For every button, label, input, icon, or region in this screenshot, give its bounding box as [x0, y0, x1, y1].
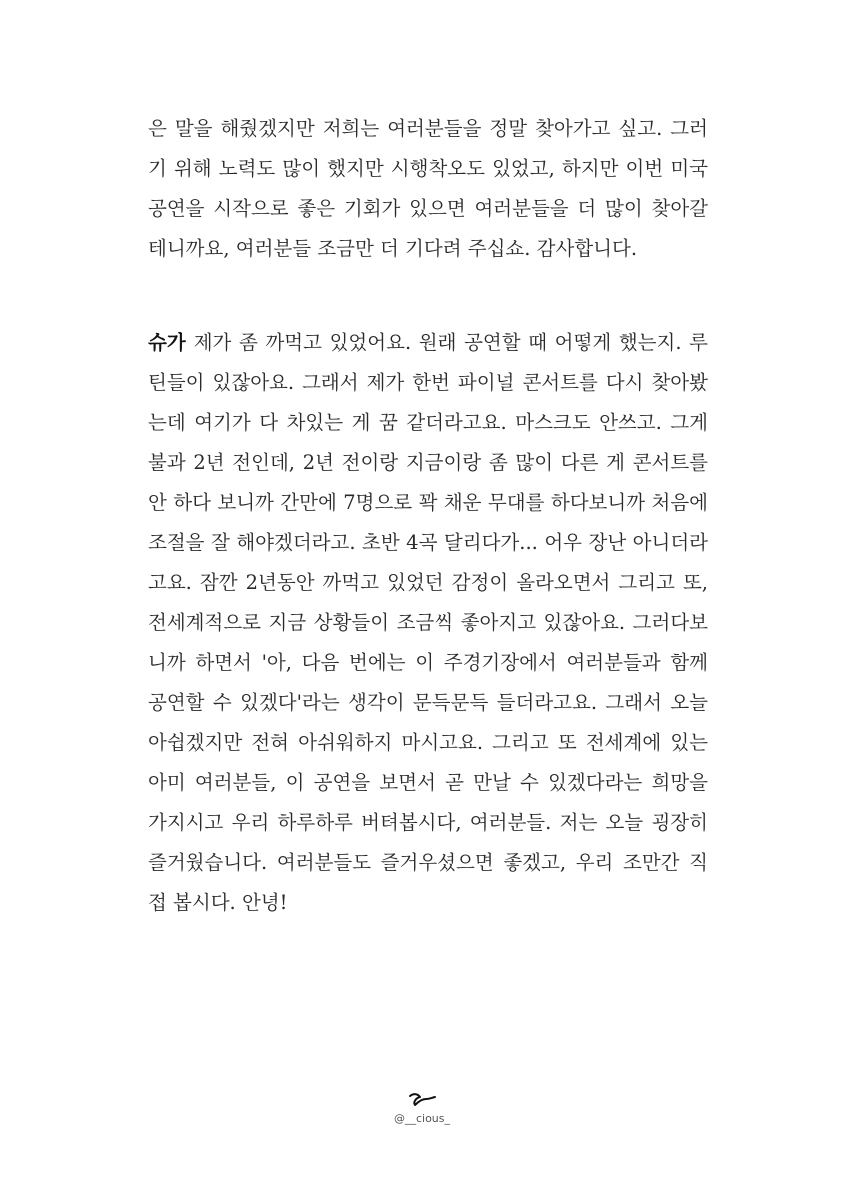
author-handle: @__cious_	[393, 1112, 451, 1125]
text-line: 은 말을 해줬겠지만 저희는 여러분들을 정말 찾아가고 싶고. 그러	[148, 117, 708, 140]
text-line: 니까 하면서 '아, 다음 번에는 이 주경기장에서 여러분들과 함께	[148, 651, 708, 674]
signature-scribble-icon	[404, 1090, 440, 1110]
speaker-name: 슈가	[148, 331, 186, 354]
text-line: 즐거웠습니다. 여러분들도 즐거우셨으면 좋겠고, 우리 조만간 직	[148, 851, 708, 874]
text-line: 안 하다 보니까 간만에 7명으로 꽉 채운 무대를 하다보니까 처음에	[148, 491, 708, 514]
text-line: 불과 2년 전인데, 2년 전이랑 지금이랑 좀 많이 다른 게 콘서트를	[148, 451, 708, 474]
text-line: 접 봅시다. 안녕!	[148, 891, 288, 914]
paragraph-1	[148, 109, 708, 269]
text-line: 조절을 잘 해야겠더라고. 초반 4곡 달리다가... 어우 장난 아니더라	[148, 531, 708, 554]
text-line: 아쉽겠지만 전혀 아쉬워하지 마시고요. 그리고 또 전세계에 있는	[148, 731, 708, 754]
text-line: 테니까요, 여러분들 조금만 더 기다려 주십쇼. 감사합니다.	[148, 237, 638, 260]
text-line: 기 위해 노력도 많이 했지만 시행착오도 있었고, 하지만 이번 미국	[148, 157, 708, 180]
text-line: 공연할 수 있겠다'라는 생각이 문득문득 들더라고요. 그래서 오늘	[148, 691, 708, 714]
text-line: 는데 여기가 다 차있는 게 꿈 같더라고요. 마스크도 안쓰고. 그게	[148, 411, 708, 434]
text-line: 아미 여러분들, 이 공연을 보면서 곧 만날 수 있겠다라는 희망을	[148, 771, 708, 794]
speaker-line	[148, 323, 708, 363]
text-line: 전세계적으로 지금 상황들이 조금씩 좋아지고 있잖아요. 그러다보	[148, 611, 708, 634]
text-line: 틴들이 있잖아요. 그래서 제가 한번 파이널 콘서트를 다시 찾아봤	[148, 371, 708, 394]
text-line: 공연을 시작으로 좋은 기회가 있으면 여러분들을 더 많이 찾아갈	[148, 197, 708, 220]
footer	[0, 1090, 844, 1125]
text-line: 가지시고 우리 하루하루 버텨봅시다, 여러분들. 저는 오늘 굉장히	[148, 811, 708, 834]
text-line: 고요. 잠깐 2년동안 까먹고 있었던 감정이 올라오면서 그리고 또,	[148, 571, 708, 594]
speaker-line-text: 제가 좀 까먹고 있었어요. 원래 공연할 때 어떻게 했는지. 루	[193, 331, 708, 354]
paragraph-2	[148, 323, 708, 923]
